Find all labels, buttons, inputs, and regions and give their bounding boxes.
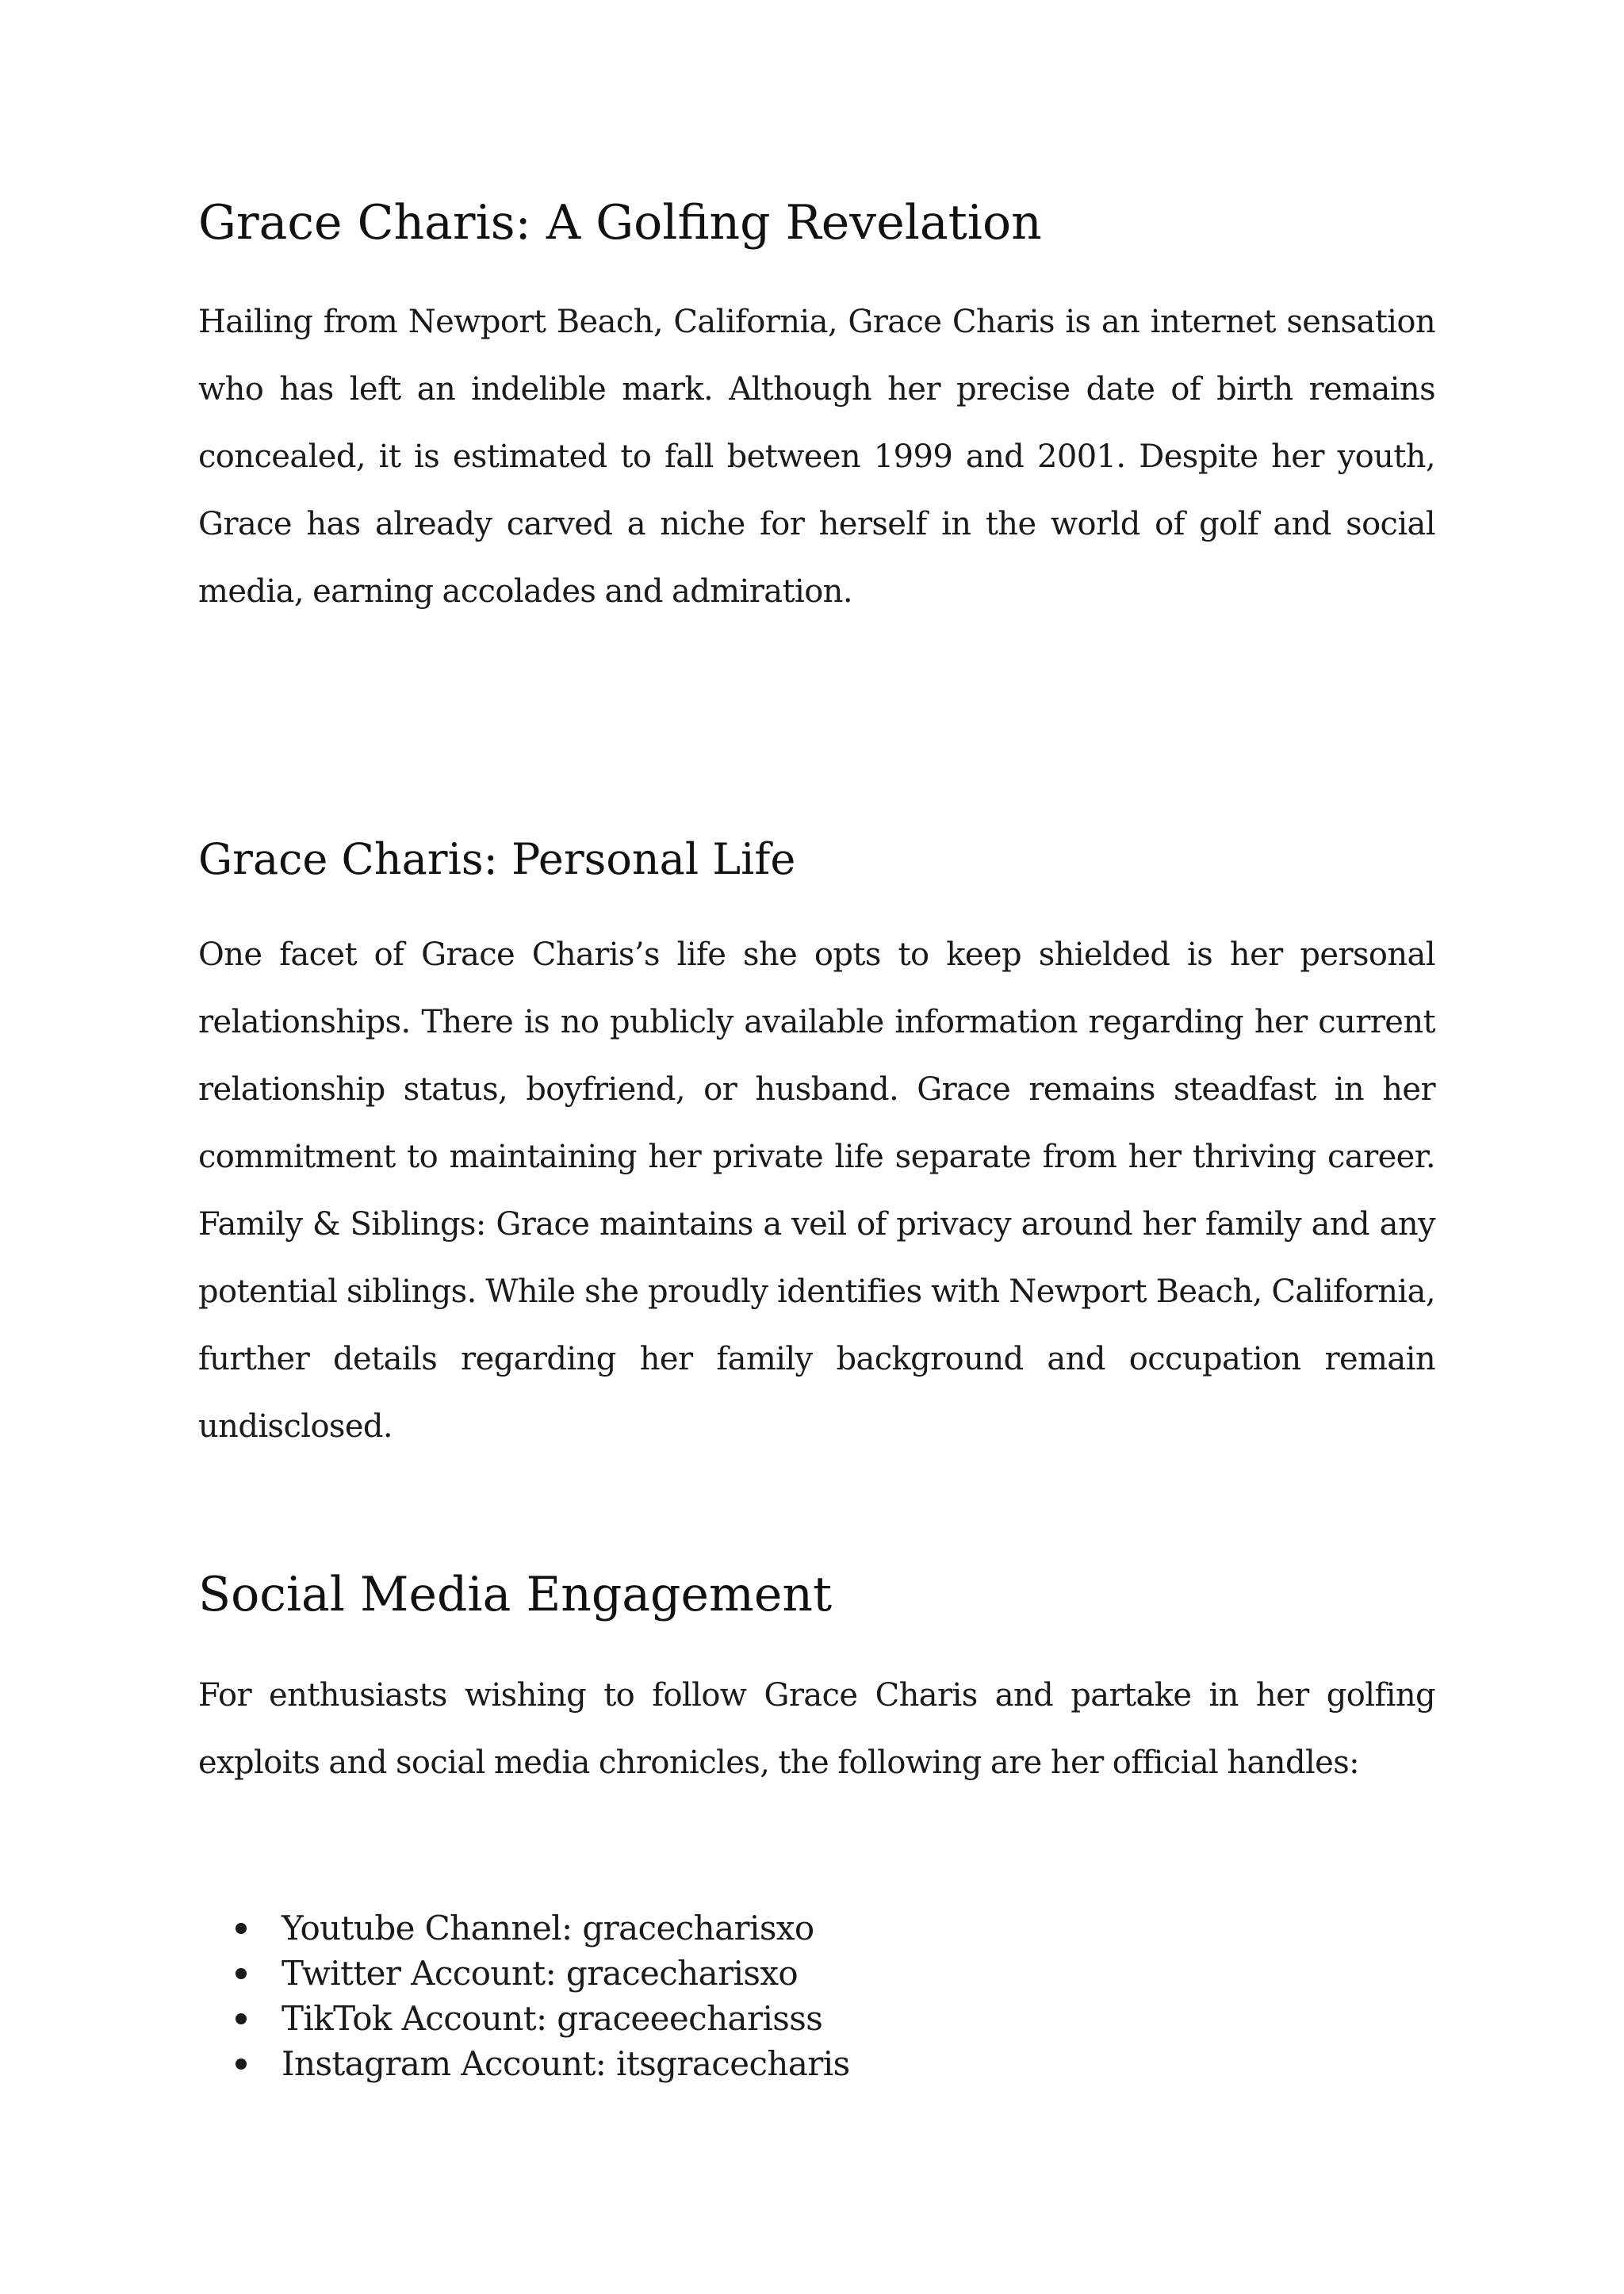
list-item-instagram: [282, 2041, 850, 2086]
section-paragraph-social-media: For enthusiasts wishing to follow Grace Charis and partake in her golfing exploits and social media chronicles, the following are her official handles:: [198, 1677, 1435, 1781]
social-handle-text: Instagram Account: itsgracecharis: [282, 2044, 850, 2083]
social-handles-list: [198, 1905, 850, 2086]
section-heading-golfing-revelation: Grace Charis: A Golfing Revelation: [198, 195, 1042, 251]
social-handle-text: Youtube Channel: gracecharisxo: [282, 1909, 814, 1947]
section-heading-social-media: Social Media Engagement: [198, 1567, 833, 1622]
bullet-icon: [236, 2058, 247, 2070]
list-item-tiktok: [282, 1996, 850, 2041]
list-item-twitter: [282, 1951, 850, 1996]
section-paragraph-personal-life: One facet of Grace Charis’s life she opts to keep shielded is her personal relationships. There is no publicly available information regarding her current relationship status, boyfriend, or husband. Grace remains steadfast in her commitment to maintaining her private life separate from her thriving career. Family & Siblings: Grace maintains a veil of privacy around her family and any potential siblings. While she proudly identifies with Newport Beach, California, further details regarding her family background and occupation remain undisclosed.: [198, 936, 1435, 1445]
bullet-icon: [236, 1923, 247, 1934]
social-handle-text: TikTok Account: graceeecharisss: [282, 1999, 823, 2038]
social-handle-text: Twitter Account: gracecharisxo: [282, 1954, 799, 1993]
bullet-icon: [236, 2013, 247, 2024]
section-heading-personal-life: Grace Charis: Personal Life: [198, 834, 796, 884]
section-paragraph-golfing-revelation: Hailing from Newport Beach, California, Grace Charis is an internet sensation who has left an indelible mark. Although her precise date of birth remains concealed, it is estimated to fall between 1999 and 2001. Despite her youth, Grace has already carved a niche for herself in the world of golf and social media, earning accolades and admiration.: [198, 304, 1435, 610]
list-item-youtube: [282, 1905, 850, 1951]
bullet-icon: [236, 1968, 247, 1979]
